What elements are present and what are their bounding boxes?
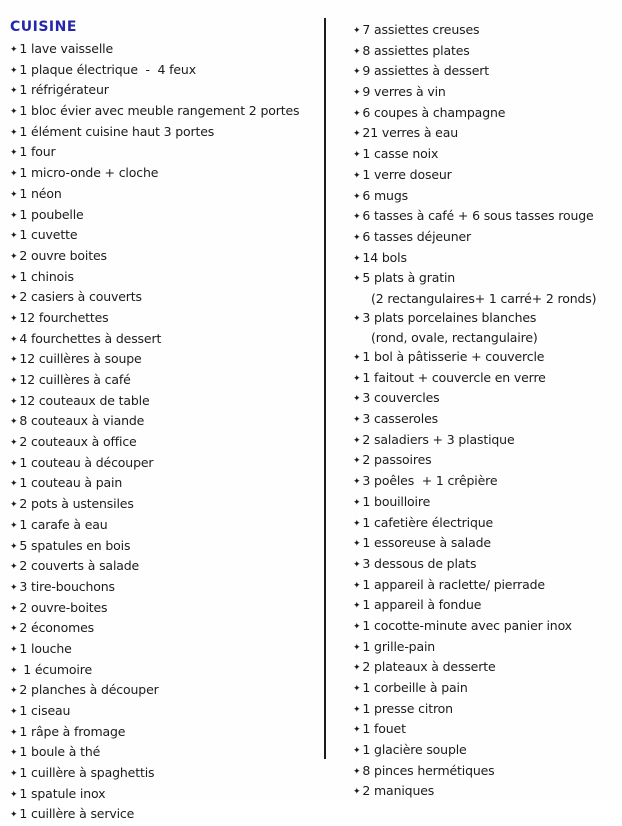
bullet-diamond-icon: ✦ <box>10 562 18 573</box>
list-item-text: 5 plats à gratin <box>362 270 456 286</box>
list-item <box>353 472 617 493</box>
list-item-text: 12 cuillères à soupe <box>19 351 142 367</box>
list-item-text: 1 cuvette <box>19 227 78 243</box>
bullet-diamond-icon: ✦ <box>10 107 18 118</box>
list-item <box>353 555 617 576</box>
list-item-text: 1 lave vaisselle <box>19 41 114 56</box>
list-item <box>10 81 320 102</box>
list-item-text: 1 faitout + couvercle en verre <box>362 369 546 385</box>
bullet-diamond-icon: ✦ <box>10 376 18 386</box>
list-item-text: 6 mugs <box>362 187 408 203</box>
list-item <box>353 104 617 125</box>
bullet-diamond-icon: ✦ <box>10 189 18 200</box>
bullet-diamond-icon: ✦ <box>10 644 18 655</box>
list-item <box>353 782 617 803</box>
bullet-diamond-icon: ✦ <box>10 624 18 635</box>
list-item <box>353 21 617 42</box>
bullet-diamond-icon: ✦ <box>353 232 361 243</box>
list-item <box>10 640 320 661</box>
list-item-text: 2 pots à ustensiles <box>19 496 134 512</box>
list-item-text: 2 couverts à salade <box>19 558 140 574</box>
bullet-diamond-icon: ✦ <box>353 746 361 757</box>
bullet-diamond-icon: ✦ <box>10 127 18 138</box>
bullet-diamond-icon: ✦ <box>10 417 18 428</box>
list-item <box>10 164 320 185</box>
list-item-text: 1 bloc évier avec meuble rangement 2 portes <box>19 103 300 119</box>
bullet-diamond-icon: ✦ <box>10 210 18 221</box>
bullet-diamond-icon: ✦ <box>10 500 18 511</box>
list-item-text: 3 dessous de plats <box>362 555 477 571</box>
list-item-text: 1 néon <box>19 185 62 201</box>
bullet-diamond-icon: ✦ <box>353 477 361 488</box>
list-item-text: 1 couteau à pain <box>19 475 123 491</box>
list-item-text: 21 verres à eau <box>362 125 458 141</box>
list-item-text: 1 cocotte-minute avec panier inox <box>362 617 572 633</box>
list-item <box>10 805 320 826</box>
bullet-diamond-icon: ✦ <box>10 65 18 76</box>
list-item <box>353 42 617 63</box>
list-item-text: 2 plateaux à desserte <box>362 659 496 675</box>
list-item-text: (2 rectangulaires+ 1 carré+ 2 ronds) <box>371 290 597 306</box>
list-item <box>353 348 617 369</box>
list-item-text: 4 fourchettes à dessert <box>19 330 162 346</box>
bullet-diamond-icon: ✦ <box>353 497 361 508</box>
list-item-text: 1 glacière souple <box>362 742 467 758</box>
list-item-text: (rond, ovale, rectangulaire) <box>371 330 538 346</box>
list-item-text: 1 corbeille à pain <box>362 680 468 695</box>
list-item-continuation <box>353 290 617 309</box>
list-item <box>353 679 617 700</box>
list-item <box>10 185 320 206</box>
list-item-text: 6 coupes à champagne <box>362 104 506 120</box>
list-item-text: 1 poubelle <box>19 206 84 222</box>
list-item <box>10 226 320 247</box>
list-item <box>10 661 320 682</box>
bullet-diamond-icon: ✦ <box>10 334 18 345</box>
page-title: CUISINE <box>10 19 77 35</box>
list-item-text: 1 fouet <box>362 721 406 737</box>
list-item-text: 2 casiers à couverts <box>19 289 142 305</box>
bullet-diamond-icon: ✦ <box>10 438 18 449</box>
list-item <box>10 371 320 392</box>
bullet-diamond-icon: ✦ <box>10 748 18 759</box>
bullet-diamond-icon: ✦ <box>353 373 361 384</box>
list-item <box>353 269 617 290</box>
bullet-diamond-icon: ✦ <box>353 26 361 36</box>
list-item <box>353 207 617 228</box>
list-item <box>353 145 617 166</box>
list-item-text: 8 couteaux à viande <box>19 413 145 429</box>
bullet-diamond-icon: ✦ <box>353 435 361 446</box>
bullet-diamond-icon: ✦ <box>353 67 361 78</box>
bullet-diamond-icon: ✦ <box>353 108 361 119</box>
list-item-text: 1 presse citron <box>362 700 453 716</box>
list-item <box>10 61 320 82</box>
list-item <box>353 576 617 597</box>
list-item-text: 1 boule à thé <box>19 744 101 760</box>
list-item-text: 1 cafetière électrique <box>362 514 494 530</box>
left-column <box>10 40 320 826</box>
list-item-text: 1 appareil à fondue <box>362 597 482 613</box>
list-item-text: 1 casse noix <box>362 146 439 162</box>
list-item-text: 1 bol à pâtisserie + couvercle <box>362 349 545 364</box>
list-item-text: 1 bouilloire <box>362 493 431 509</box>
list-item <box>353 369 617 390</box>
list-item-text: 1 essoreuse à salade <box>362 535 491 551</box>
bullet-diamond-icon: ✦ <box>10 603 18 614</box>
bullet-diamond-icon: ✦ <box>10 541 18 552</box>
list-item-text: 1 élément cuisine haut 3 portes <box>19 123 215 139</box>
list-item-text: 1 carafe à eau <box>19 516 108 532</box>
list-item <box>10 764 320 785</box>
list-item <box>353 410 617 431</box>
list-item <box>353 451 617 472</box>
list-item-text: 1 verre doseur <box>362 166 452 182</box>
list-item-continuation <box>353 329 617 348</box>
list-item <box>353 514 617 535</box>
bullet-diamond-icon: ✦ <box>10 272 18 283</box>
list-item-text: 2 ouvre-boites <box>19 599 108 615</box>
list-item-text: 9 verres à vin <box>362 84 446 100</box>
list-item <box>10 288 320 309</box>
list-item <box>353 617 617 638</box>
bullet-diamond-icon: ✦ <box>353 150 361 161</box>
list-item <box>353 431 617 452</box>
list-item-text: 1 spatule inox <box>19 785 106 801</box>
list-item <box>353 700 617 721</box>
list-item-text: 1 micro-onde + cloche <box>19 165 159 181</box>
list-item-text: 2 maniques <box>362 783 435 799</box>
list-item <box>10 330 320 351</box>
bullet-diamond-icon: ✦ <box>10 686 18 697</box>
list-item-text: 2 économes <box>19 620 94 636</box>
list-item <box>10 557 320 578</box>
bullet-diamond-icon: ✦ <box>353 129 361 140</box>
list-item <box>10 619 320 640</box>
list-item <box>353 658 617 679</box>
list-item <box>10 537 320 558</box>
list-item-text: 9 assiettes à dessert <box>362 63 490 79</box>
bullet-diamond-icon: ✦ <box>10 148 18 159</box>
bullet-diamond-icon: ✦ <box>353 253 361 264</box>
list-item <box>10 143 320 164</box>
bullet-diamond-icon: ✦ <box>353 601 361 612</box>
bullet-diamond-icon: ✦ <box>353 88 361 99</box>
list-item <box>353 124 617 145</box>
list-item <box>10 392 320 413</box>
list-item-text: 2 passoires <box>362 452 432 468</box>
list-item-text: 1 écumoire <box>19 661 92 677</box>
list-item-text: 1 cuillère à spaghettis <box>19 765 155 781</box>
list-item <box>353 166 617 187</box>
bullet-diamond-icon: ✦ <box>10 355 18 366</box>
bullet-diamond-icon: ✦ <box>353 725 361 736</box>
list-item <box>353 534 617 555</box>
list-item <box>353 638 617 659</box>
list-item-text: 14 bols <box>362 249 407 265</box>
bullet-diamond-icon: ✦ <box>353 663 361 674</box>
list-item-text: 3 tire-bouchons <box>19 578 115 594</box>
bullet-diamond-icon: ✦ <box>353 621 361 632</box>
bullet-diamond-icon: ✦ <box>10 582 18 593</box>
list-item-text: 2 saladiers + 3 plastique <box>362 431 515 447</box>
list-item <box>10 309 320 330</box>
list-item-text: 1 ciseau <box>19 703 71 718</box>
right-column <box>353 21 617 803</box>
bullet-diamond-icon: ✦ <box>353 415 361 426</box>
list-item <box>10 474 320 495</box>
list-item <box>10 102 320 123</box>
list-item-text: 3 plats porcelaines blanches <box>362 309 537 325</box>
list-item <box>353 741 617 762</box>
list-item-text: 7 assiettes creuses <box>362 22 480 37</box>
bullet-diamond-icon: ✦ <box>10 396 18 407</box>
list-item-text: 12 couteaux de table <box>19 392 150 408</box>
bullet-diamond-icon: ✦ <box>10 251 18 262</box>
list-item <box>353 249 617 270</box>
list-item <box>353 720 617 741</box>
list-item-text: 1 plaque électrique - 4 feux <box>19 61 196 77</box>
list-item <box>10 495 320 516</box>
list-item <box>10 247 320 268</box>
bullet-diamond-icon: ✦ <box>10 458 18 469</box>
bullet-diamond-icon: ✦ <box>353 353 361 363</box>
list-item <box>10 433 320 454</box>
list-item <box>10 123 320 144</box>
bullet-diamond-icon: ✦ <box>10 479 18 490</box>
bullet-diamond-icon: ✦ <box>353 684 361 694</box>
bullet-diamond-icon: ✦ <box>353 766 361 777</box>
list-item <box>353 62 617 83</box>
bullet-diamond-icon: ✦ <box>10 231 18 242</box>
list-item-text: 1 appareil à raclette/ pierrade <box>362 576 545 592</box>
list-item <box>353 228 617 249</box>
bullet-diamond-icon: ✦ <box>353 559 361 570</box>
list-item <box>10 743 320 764</box>
list-item-text: 1 louche <box>19 640 72 656</box>
column-divider <box>324 18 326 759</box>
list-item-text: 8 assiettes plates <box>362 42 470 58</box>
list-item <box>10 599 320 620</box>
list-item <box>10 702 320 723</box>
list-item <box>10 350 320 371</box>
list-item-text: 3 casseroles <box>362 411 438 427</box>
list-item <box>353 83 617 104</box>
list-item-text: 6 tasses déjeuner <box>362 228 472 244</box>
bullet-diamond-icon: ✦ <box>10 86 18 97</box>
list-item-text: 6 tasses à café + 6 sous tasses rouge <box>362 208 594 224</box>
bullet-diamond-icon: ✦ <box>353 518 361 529</box>
bullet-diamond-icon: ✦ <box>353 274 361 285</box>
list-item <box>10 412 320 433</box>
bullet-diamond-icon: ✦ <box>10 810 18 821</box>
list-item-text: 12 cuillères à café <box>19 372 131 387</box>
list-item-text: 2 couteaux à office <box>19 434 137 450</box>
list-item <box>10 206 320 227</box>
bullet-diamond-icon: ✦ <box>10 169 18 180</box>
list-item-text: 2 planches à découper <box>19 682 159 698</box>
bullet-diamond-icon: ✦ <box>353 456 361 467</box>
list-item <box>10 516 320 537</box>
bullet-diamond-icon: ✦ <box>10 789 18 800</box>
list-item-text: 1 grille-pain <box>362 638 436 654</box>
bullet-diamond-icon: ✦ <box>353 580 361 591</box>
bullet-diamond-icon: ✦ <box>353 191 361 202</box>
bullet-diamond-icon: ✦ <box>353 170 361 181</box>
list-item-text: 1 cuillère à service <box>19 806 135 822</box>
list-item <box>353 762 617 783</box>
bullet-diamond-icon: ✦ <box>353 394 361 405</box>
bullet-diamond-icon: ✦ <box>10 313 18 324</box>
list-item-text: 2 ouvre boites <box>19 247 107 263</box>
list-item-text: 8 pinces hermétiques <box>362 762 495 778</box>
bullet-diamond-icon: ✦ <box>10 665 18 676</box>
list-item <box>10 681 320 702</box>
bullet-diamond-icon: ✦ <box>353 704 361 715</box>
list-item-text: 1 réfrigérateur <box>19 82 109 98</box>
list-item <box>10 40 320 61</box>
list-item <box>10 785 320 806</box>
bullet-diamond-icon: ✦ <box>353 313 361 324</box>
bullet-diamond-icon: ✦ <box>10 45 18 55</box>
list-item <box>353 309 617 330</box>
list-item <box>10 578 320 599</box>
bullet-diamond-icon: ✦ <box>10 520 18 531</box>
bullet-diamond-icon: ✦ <box>353 642 361 653</box>
list-item-text: 12 fourchettes <box>19 309 109 325</box>
bullet-diamond-icon: ✦ <box>353 212 361 223</box>
list-item-text: 1 chinois <box>19 268 74 284</box>
bullet-diamond-icon: ✦ <box>10 707 18 717</box>
bullet-diamond-icon: ✦ <box>353 787 361 798</box>
list-item <box>10 454 320 475</box>
bullet-diamond-icon: ✦ <box>353 539 361 550</box>
list-item <box>353 187 617 208</box>
list-item <box>353 596 617 617</box>
list-item-text: 1 four <box>19 144 56 160</box>
bullet-diamond-icon: ✦ <box>10 727 18 738</box>
list-item <box>10 268 320 289</box>
list-item-text: 5 spatules en bois <box>19 537 131 553</box>
list-item-text: 3 poêles + 1 crêpière <box>362 473 498 489</box>
bullet-diamond-icon: ✦ <box>10 293 18 304</box>
list-item <box>353 493 617 514</box>
list-item-text: 1 couteau à découper <box>19 454 154 470</box>
list-item-text: 3 couvercles <box>362 390 440 406</box>
list-item-text: 1 râpe à fromage <box>19 723 126 739</box>
bullet-diamond-icon: ✦ <box>10 769 18 780</box>
list-item <box>10 723 320 744</box>
bullet-diamond-icon: ✦ <box>353 46 361 57</box>
list-item <box>353 389 617 410</box>
